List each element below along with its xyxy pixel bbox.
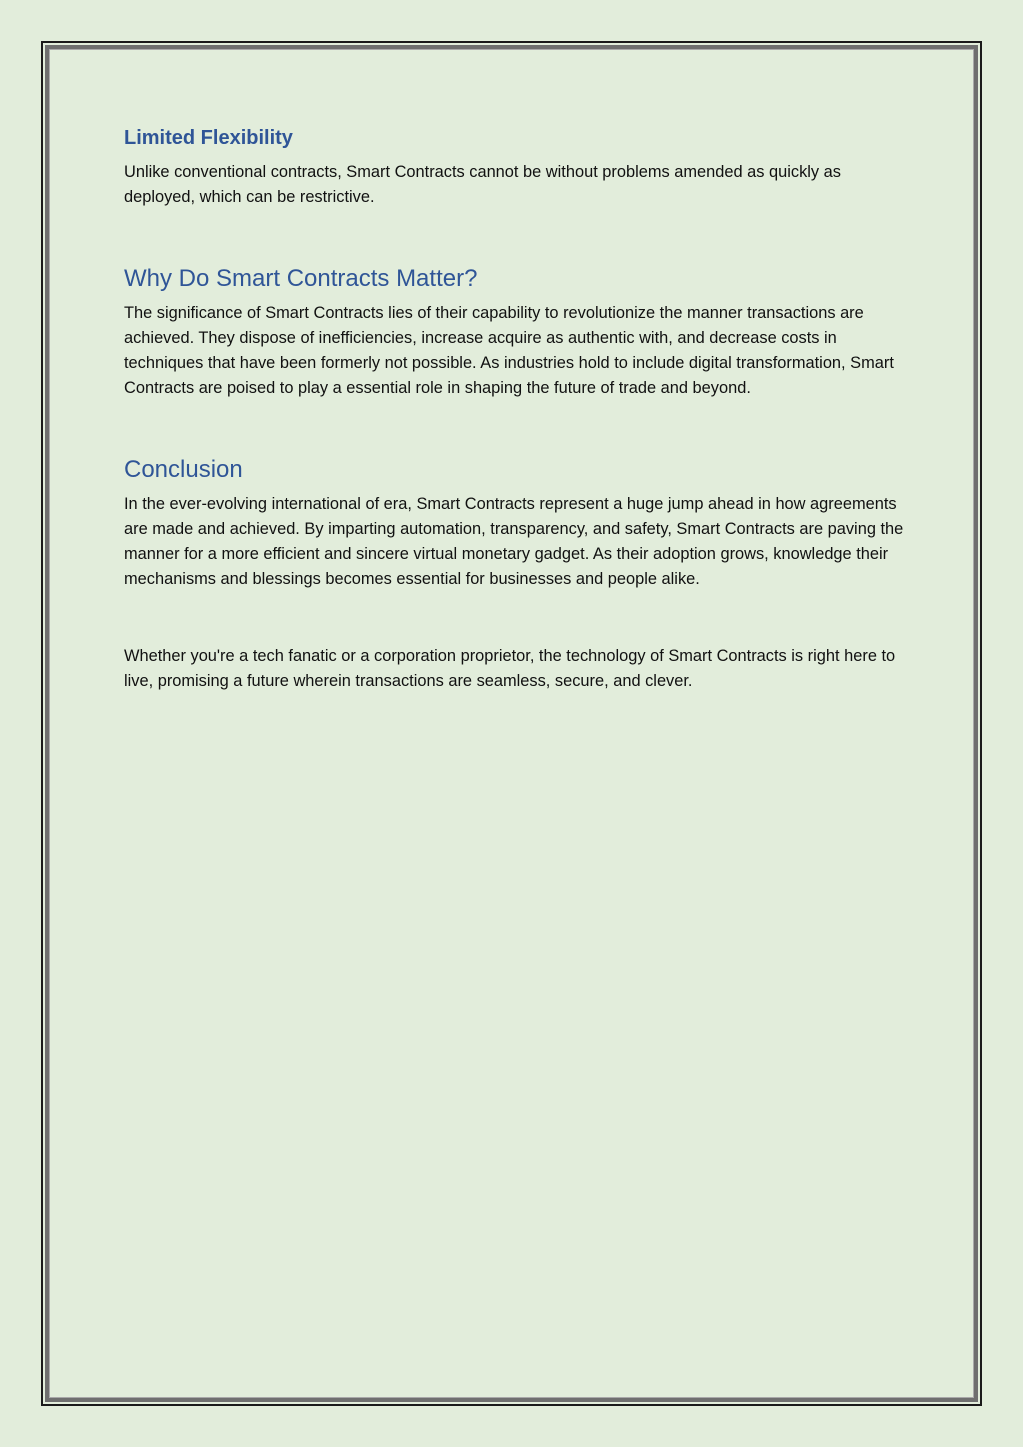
heading-conclusion: Conclusion <box>124 456 243 483</box>
paragraph-closing: Whether you're a tech fanatic or a corporation proprietor, the technology of Smart Contracts is right here to live, promising a future wherein transactions are seamless, secure, and clever. <box>124 647 896 690</box>
heading-why-matter: Why Do Smart Contracts Matter? <box>124 265 478 292</box>
paragraph-limited-flexibility: Unlike conventional contracts, Smart Contracts cannot be without problems amended as quickly as deployed, which can be restrictive. <box>124 163 841 206</box>
document-content <box>124 123 904 694</box>
heading-limited-flexibility: Limited Flexibility <box>124 127 293 149</box>
paragraph-why-matter: The significance of Smart Contracts lies of their capability to revolutionize the manner transactions are achieved. They dispose of inefficiencies, increase acquire as authentic with, and decrease costs in techniques that have been formerly not possible. As industries hold to include digital transformation, Smart Contracts are poised to play a essential role in shaping the future of trade and beyond. <box>124 304 894 397</box>
paragraph-conclusion: In the ever-evolving international of era, Smart Contracts represent a huge jump ahead in how agreements are made and achieved. By imparting automation, transparency, and safety, Smart Contracts are paving the manner for a more efficient and sincere virtual monetary gadget. As their adoption grows, knowledge their mechanisms and blessings becomes essential for businesses and people alike. <box>124 495 904 588</box>
